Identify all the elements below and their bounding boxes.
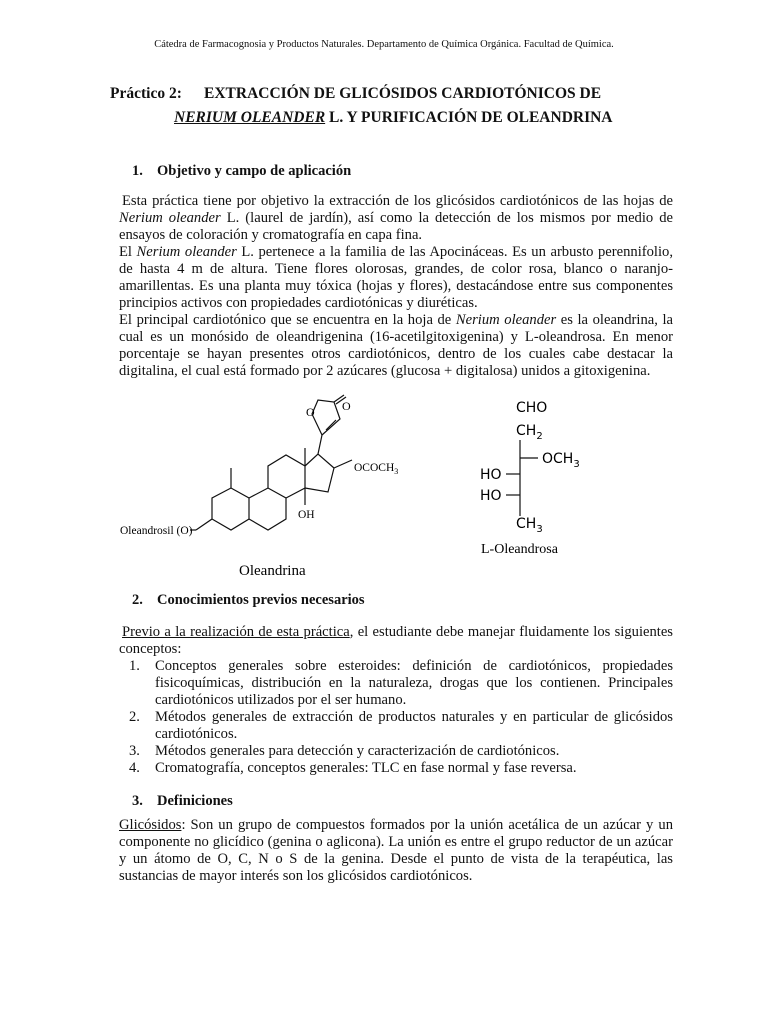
section-1-number: 1. [132, 163, 143, 179]
title-text-2: L. Y PURIFICACIÓN DE OLEANDRINA [325, 109, 613, 126]
list-item: 4. Cromatografía, conceptos generales: TLC en fase normal y fase reversa. [129, 760, 577, 776]
title-line-2 [174, 109, 613, 127]
page-header: Cátedra de Farmacognosia y Productos Naturales. Departamento de Química Orgánica. Facultad de Química. [154, 39, 614, 50]
paragraph-oleandrina: El principal cardiotónico que se encuentra en la hoja de Nerium oleander es la oleandrina, la cual es un monósido de oleandrigenina (16-acetilgitoxigenina) y L-oleandrosa. En menor porcentaje se hayan presentes otros cardiotónicos, dentro de los cuales cabe destacar la digitalina, el cual está formado por 2 azúcares (glucosa + digitalosa) unidos a gitoxigenina. [119, 312, 674, 379]
title-line-1 [110, 85, 601, 103]
paragraph-objective: Esta práctica tiene por objetivo la extracción de los glicósidos cardiotónicos de las hojas de Nerium oleander L. (laurel de jardín), así como la detección de los mismos por medio de ensayos de coloración y cromatografía en capa fina. [119, 193, 673, 243]
section-3-heading [132, 793, 233, 810]
paragraph-nerium: El Nerium oleander L. pertenece a la familia de las Apocináceas. Es un arbusto perennifolio, de hasta 4 m de altura. Tiene flores olorosas, grandes, de color rosa, blanco o naranjo-amarillentas. Es una planta muy tóxica (hojas y flores), destacándose entre sus componentes principios activos con propiedades cardiotónicas y diuréticas. [119, 244, 673, 311]
och3-label: $OCH_3$ [542, 451, 580, 470]
ococh3-label: $OCOCH_3$ [354, 462, 399, 476]
title-text-1: EXTRACCIÓN DE GLICÓSIDOS CARDIOTÓNICOS DE [204, 85, 602, 102]
oleandrina-caption: Oleandrina [239, 563, 306, 579]
oh-label: OH [298, 509, 315, 521]
section-2-intro: Previo a la realización de esta práctica, el estudiante debe manejar fluidamente los siguientes conceptos: [119, 624, 673, 657]
ho-label-2: HO [480, 488, 502, 504]
cho-label: CHO [516, 400, 548, 416]
oleandrosil-label: Oleandrosil (O) [120, 525, 193, 537]
ch3-label: $CH_3$ [516, 516, 543, 535]
section-1-heading [132, 163, 351, 180]
concepts-list [119, 658, 673, 777]
section-2-number: 2. [132, 592, 143, 608]
ring-oxygen-label: O [306, 405, 315, 419]
definition-term: Glicósidos [119, 817, 182, 833]
oleandrina-structure [190, 395, 352, 530]
ch2-label: $CH_2$ [516, 423, 543, 442]
section-2-title: Conocimientos previos necesarios [157, 592, 365, 608]
section-1-title: Objetivo y campo de aplicación [157, 163, 352, 179]
chemical-structures-figure [0, 390, 768, 585]
section-2-heading [132, 592, 365, 609]
section-1-body [119, 193, 673, 380]
section-3-number: 3. [132, 793, 143, 809]
section-3-title: Definiciones [157, 793, 233, 809]
ho-label-1: HO [480, 467, 502, 483]
title-species: NERIUM OLEANDER [174, 109, 326, 126]
list-item: 2. Métodos generales de extracción de productos naturales y en particular de glicósidos cardiotónicos. [129, 709, 673, 742]
intro-underlined: Previo a la realización de esta práctica [122, 624, 350, 640]
carbonyl-oxygen-label: O [342, 399, 351, 413]
list-item: 1. Conceptos generales sobre esteroides: definición de cardiotónicos, propiedades fisicoquímicas, distribución en la naturaleza, drogas que los contienen. Principales cardiotónicos utilizados por el ser humano. [129, 658, 673, 708]
section-3-body [119, 817, 673, 885]
oleandrosa-structure [506, 440, 538, 516]
practico-label: Práctico 2: [110, 85, 182, 102]
oleandrosa-caption: L-Oleandrosa [481, 542, 558, 557]
list-item: 3. Métodos generales para detección y caracterización de cardiotónicos. [129, 743, 560, 759]
definition-text: : Son un grupo de compuestos formados por la unión acetálica de un azúcar y un componente no glicídico (genina o aglicona). La unión es entre el grupo reductor de un azúcar y un átomo de O, C, N o S de la genina. Desde el punto de vista de la terapéutica, las sustancias de mayor interés son los glicósidos cardiotónicos. [119, 817, 673, 884]
